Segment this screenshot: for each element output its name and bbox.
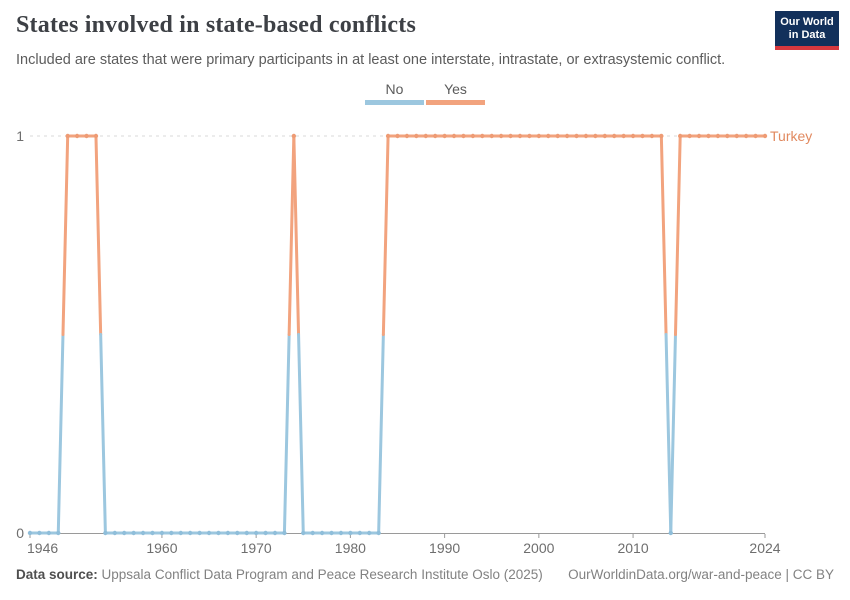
data-point-2015[interactable]: [678, 134, 682, 138]
line-segment-transition: [383, 136, 388, 335]
data-point-1972[interactable]: [273, 531, 277, 535]
data-point-1949[interactable]: [56, 531, 60, 535]
data-point-1958[interactable]: [141, 531, 145, 535]
owid-logo-line2: in Data: [788, 29, 826, 41]
line-segment-transition: [58, 335, 63, 534]
data-point-1973[interactable]: [282, 531, 286, 535]
data-point-1954[interactable]: [103, 531, 107, 535]
data-point-1971[interactable]: [263, 531, 267, 535]
data-point-2024[interactable]: [763, 134, 767, 138]
data-point-2016[interactable]: [687, 134, 691, 138]
data-point-1960[interactable]: [160, 531, 164, 535]
y-tick-label-0: 0: [16, 525, 24, 541]
data-point-1994[interactable]: [480, 134, 484, 138]
data-point-1988[interactable]: [424, 134, 428, 138]
data-point-2017[interactable]: [697, 134, 701, 138]
data-point-2007[interactable]: [603, 134, 607, 138]
data-point-1998[interactable]: [518, 134, 522, 138]
data-point-1993[interactable]: [471, 134, 475, 138]
data-point-2003[interactable]: [565, 134, 569, 138]
data-point-1957[interactable]: [131, 531, 135, 535]
line-segment-transition: [63, 136, 68, 335]
x-tick-label-1990: 1990: [429, 540, 461, 556]
line-segment-transition: [379, 335, 384, 534]
footer-link[interactable]: OurWorldinData.org/war-and-peace | CC BY: [568, 567, 834, 582]
legend-label-no: No: [385, 81, 404, 97]
data-point-2011[interactable]: [640, 134, 644, 138]
data-point-1974[interactable]: [292, 134, 296, 138]
data-point-1952[interactable]: [84, 134, 88, 138]
data-point-1978[interactable]: [329, 531, 333, 535]
data-point-2000[interactable]: [537, 134, 541, 138]
x-tick-label-1970: 1970: [240, 540, 272, 556]
data-point-1966[interactable]: [216, 531, 220, 535]
data-point-1956[interactable]: [122, 531, 126, 535]
data-point-1967[interactable]: [226, 531, 230, 535]
x-tick-label-2024: 2024: [749, 540, 781, 556]
data-point-1963[interactable]: [188, 531, 192, 535]
line-segment-transition: [671, 335, 676, 534]
data-point-1977[interactable]: [320, 531, 324, 535]
data-point-1995[interactable]: [490, 134, 494, 138]
data-point-2020[interactable]: [725, 134, 729, 138]
data-point-2002[interactable]: [555, 134, 559, 138]
line-segment-transition: [284, 335, 289, 534]
data-point-1946[interactable]: [28, 531, 32, 535]
data-point-1996[interactable]: [499, 134, 503, 138]
data-point-1950[interactable]: [65, 134, 69, 138]
line-segment-transition: [675, 136, 680, 335]
data-point-1992[interactable]: [461, 134, 465, 138]
data-point-2019[interactable]: [716, 134, 720, 138]
data-point-1975[interactable]: [301, 531, 305, 535]
data-point-1959[interactable]: [150, 531, 154, 535]
data-source: [16, 567, 543, 582]
data-point-2009[interactable]: [621, 134, 625, 138]
legend-label-yes: Yes: [444, 81, 467, 97]
data-point-1951[interactable]: [75, 134, 79, 138]
chart-subtitle: Included are states that were primary participants in at least one interstate, intrastate, or extrasystemic conflict.: [16, 52, 726, 68]
data-point-2012[interactable]: [650, 134, 654, 138]
footer: [16, 567, 834, 582]
data-point-1962[interactable]: [179, 531, 183, 535]
x-tick-label-2000: 2000: [523, 540, 555, 556]
line-segment-transition: [661, 136, 666, 335]
data-point-1987[interactable]: [414, 134, 418, 138]
line-segment-transition: [96, 136, 101, 335]
data-point-1965[interactable]: [207, 531, 211, 535]
x-tick-label-1946: 1946: [27, 540, 59, 556]
data-point-2018[interactable]: [706, 134, 710, 138]
data-source-label: Data source:: [16, 567, 98, 582]
data-point-2014[interactable]: [669, 531, 673, 535]
data-point-1953[interactable]: [94, 134, 98, 138]
line-segment-transition: [294, 136, 299, 335]
data-point-1976[interactable]: [310, 531, 314, 535]
series-label-turkey[interactable]: Turkey: [770, 128, 813, 144]
data-point-1985[interactable]: [395, 134, 399, 138]
y-tick-label-1: 1: [16, 128, 24, 144]
data-point-1955[interactable]: [113, 531, 117, 535]
data-point-2006[interactable]: [593, 134, 597, 138]
x-tick-label-1980: 1980: [334, 540, 366, 556]
data-point-1979[interactable]: [339, 531, 343, 535]
data-point-2008[interactable]: [612, 134, 616, 138]
data-point-1986[interactable]: [405, 134, 409, 138]
data-point-1981[interactable]: [358, 531, 362, 535]
data-point-1982[interactable]: [367, 531, 371, 535]
line-segment-transition: [101, 335, 106, 534]
data-point-1991[interactable]: [452, 134, 456, 138]
data-point-1983[interactable]: [376, 531, 380, 535]
data-point-1964[interactable]: [197, 531, 201, 535]
data-point-2005[interactable]: [584, 134, 588, 138]
data-point-2021[interactable]: [735, 134, 739, 138]
data-point-2001[interactable]: [546, 134, 550, 138]
page-title: States involved in state-based conflicts: [16, 12, 416, 38]
data-source-text: Uppsala Conflict Data Program and Peace Research Institute Oslo (2025): [97, 567, 543, 582]
data-point-1990[interactable]: [442, 134, 446, 138]
data-point-1947[interactable]: [37, 531, 41, 535]
data-point-1968[interactable]: [235, 531, 239, 535]
data-point-2013[interactable]: [659, 134, 663, 138]
data-point-1984[interactable]: [386, 134, 390, 138]
data-point-1980[interactable]: [348, 531, 352, 535]
data-point-1948[interactable]: [47, 531, 51, 535]
data-point-1961[interactable]: [169, 531, 173, 535]
x-tick-label-1960: 1960: [146, 540, 178, 556]
line-segment-transition: [299, 335, 304, 534]
data-point-1969[interactable]: [245, 531, 249, 535]
data-point-1970[interactable]: [254, 531, 258, 535]
data-point-1999[interactable]: [527, 134, 531, 138]
data-point-2010[interactable]: [631, 134, 635, 138]
x-tick-label-2010: 2010: [617, 540, 649, 556]
data-point-1997[interactable]: [508, 134, 512, 138]
data-point-2022[interactable]: [744, 134, 748, 138]
owid-logo-line1: Our World: [780, 16, 834, 28]
data-point-1989[interactable]: [433, 134, 437, 138]
data-point-2023[interactable]: [753, 134, 757, 138]
data-point-2004[interactable]: [574, 134, 578, 138]
